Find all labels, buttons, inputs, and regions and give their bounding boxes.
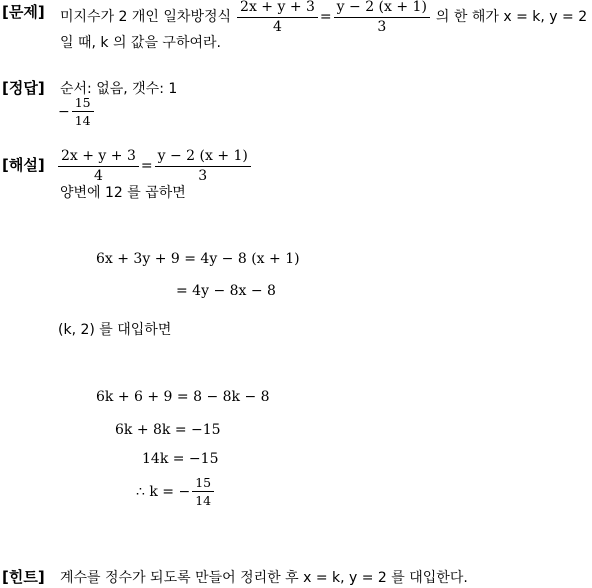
problem-fraction-right-numerator: y − 2 (x + 1) xyxy=(334,0,430,18)
answer-denominator: 14 xyxy=(74,113,91,129)
solution-fraction-right-numerator: y − 2 (x + 1) xyxy=(155,149,251,167)
problem-text-suffix: 의 한 해가 x = k, y = 2 xyxy=(435,9,588,26)
hint-text: 계수를 정수가 되도록 만들어 정리한 후 x = k, y = 2 를 대입한다. xyxy=(60,570,468,586)
solution-step-2-text: (k, 2) 를 대입하면 xyxy=(58,322,172,338)
problem-line-2: 일 때, k 의 값을 구하여라. xyxy=(60,35,221,51)
answer-line-1: 순서: 없음, 갯수: 1 xyxy=(60,81,178,97)
solution-equals: = xyxy=(140,158,153,175)
problem-fraction-left xyxy=(237,0,318,34)
solution-fraction-left-numerator: 2x + y + 3 xyxy=(58,149,139,167)
problem-text-prefix: 미지수가 2 개인 일차방정식 xyxy=(60,9,232,26)
solution-fraction-right-denominator: 3 xyxy=(198,167,208,184)
problem-tag: [문제] xyxy=(2,3,45,21)
solution-tag: [해설] xyxy=(2,156,45,174)
solution-fraction-left-denominator: 4 xyxy=(93,167,103,184)
solution-fraction-left xyxy=(58,149,139,183)
solution-equation-1: 6x + 3y + 9 = 4y − 8 (x + 1) xyxy=(96,251,300,267)
answer-numerator: 15 xyxy=(72,96,94,112)
solution-equation-2: = 4y − 8x − 8 xyxy=(176,283,276,299)
problem-equals: = xyxy=(319,9,332,26)
solution-conclusion: ∴ k = − xyxy=(136,483,191,500)
answer-value xyxy=(58,96,96,127)
answer-sign: − xyxy=(58,103,70,120)
solution-fraction-right xyxy=(155,149,251,183)
problem-fraction-left-denominator: 4 xyxy=(273,18,282,35)
solution-result-denominator: 14 xyxy=(195,493,212,509)
hint-tag: [힌트] xyxy=(2,568,45,586)
problem-fraction-right xyxy=(334,0,430,34)
solution-equation-5: 14k = −15 xyxy=(142,451,219,467)
answer-tag: [정답] xyxy=(2,79,45,97)
solution-equation-4: 6k + 8k = −15 xyxy=(115,422,221,438)
solution-result-fraction xyxy=(192,476,214,507)
problem-fraction-left-numerator: 2x + y + 3 xyxy=(237,0,318,18)
problem-line-1 xyxy=(60,0,587,34)
solution-equation-start xyxy=(56,149,253,183)
solution-result-numerator: 15 xyxy=(192,476,214,492)
problem-fraction-right-denominator: 3 xyxy=(377,18,387,35)
solution-step-1-text: 양변에 12 를 곱하면 xyxy=(60,185,186,201)
solution-equation-3: 6k + 6 + 9 = 8 − 8k − 8 xyxy=(96,389,270,405)
answer-fraction xyxy=(72,96,94,127)
solution-equation-6 xyxy=(136,476,216,507)
